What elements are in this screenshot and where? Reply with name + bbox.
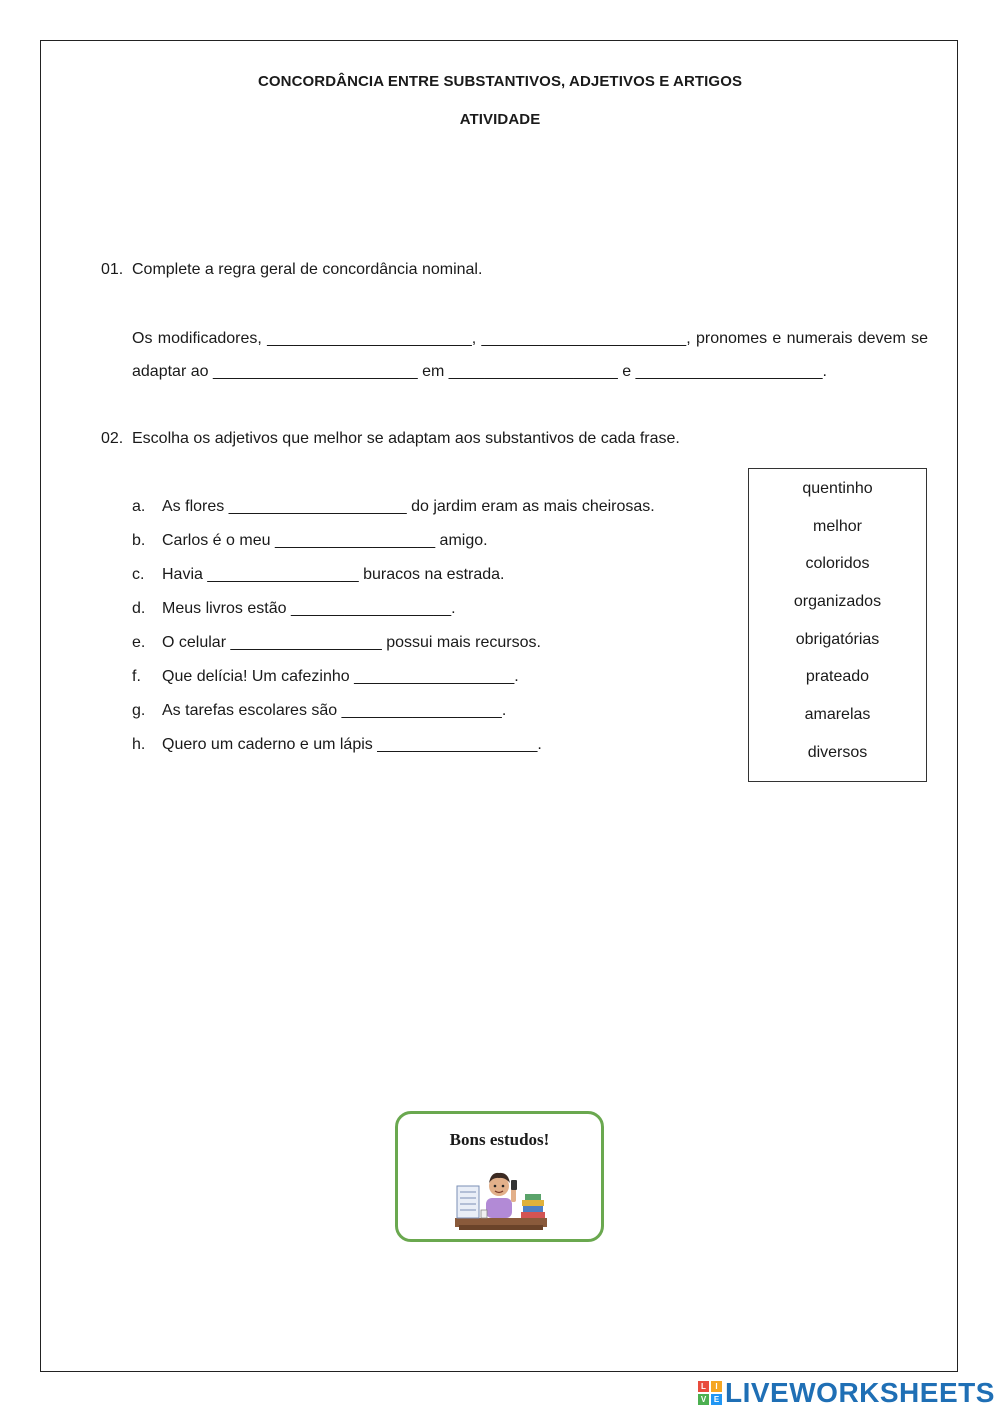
logo-letter: V <box>698 1394 709 1405</box>
word-bank-item[interactable]: organizados <box>793 593 882 611</box>
word-bank-item[interactable]: coloridos <box>805 555 870 573</box>
item-letter: a. <box>132 498 146 515</box>
item-letter: b. <box>132 532 146 549</box>
page-subtitle: ATIVIDADE <box>459 111 541 128</box>
logo-letter: L <box>698 1381 709 1392</box>
item-letter: c. <box>132 566 145 583</box>
logo-text: LIVEWORKSHEETS <box>725 1377 995 1408</box>
list-item[interactable] <box>132 529 655 563</box>
list-item[interactable] <box>132 495 655 529</box>
question-2-list <box>132 495 655 767</box>
student-studying-illustration <box>453 1162 549 1232</box>
word-bank-item[interactable]: melhor <box>813 517 862 535</box>
list-item[interactable] <box>132 733 655 767</box>
question-2-number: 02. <box>101 430 124 447</box>
item-letter: f. <box>132 668 141 685</box>
question-1-prompt: Complete a regra geral de concordância nominal. <box>132 261 483 278</box>
list-item[interactable] <box>132 563 655 597</box>
item-text: As tarefas escolares são __________________. <box>162 702 507 719</box>
good-studies-badge <box>395 1111 604 1242</box>
item-text: Quero um caderno e um lápis __________________. <box>162 736 542 753</box>
question-1-paragraph[interactable]: Os modificadores, _______________________, _______________________, pronomes e numerais devem se adaptar ao _______________________ em ___________________ e _____________________. <box>132 330 928 380</box>
question-2-prompt: Escolha os adjetivos que melhor se adaptam aos substantivos de cada frase. <box>132 430 680 447</box>
list-item[interactable] <box>132 665 655 699</box>
word-bank-item[interactable]: prateado <box>805 668 870 686</box>
question-2-heading <box>101 430 680 448</box>
word-bank-item[interactable]: quentinho <box>802 480 873 497</box>
liveworksheets-logo[interactable] <box>698 1376 995 1410</box>
page-title: CONCORDÂNCIA ENTRE SUBSTANTIVOS, ADJETIVOS E ARTIGOS <box>257 73 743 90</box>
badge-title: Bons estudos! <box>449 1130 550 1149</box>
item-letter: g. <box>132 702 146 719</box>
logo-icon <box>698 1381 722 1405</box>
list-item[interactable] <box>132 631 655 665</box>
item-text: Que delícia! Um cafezinho __________________. <box>162 668 519 685</box>
item-letter: e. <box>132 634 146 651</box>
item-text: As flores ____________________ do jardim eram as mais cheirosas. <box>162 498 655 515</box>
list-item[interactable] <box>132 597 655 631</box>
word-bank-item[interactable]: amarelas <box>804 706 871 724</box>
logo-letter: I <box>711 1381 722 1392</box>
item-text: O celular _________________ possui mais recursos. <box>162 634 541 651</box>
word-bank-item[interactable]: diversos <box>807 743 868 761</box>
item-letter: h. <box>132 736 146 753</box>
item-text: Havia _________________ buracos na estrada. <box>162 566 505 583</box>
question-1-number: 01. <box>101 261 124 278</box>
word-bank-item[interactable]: obrigatórias <box>795 630 880 648</box>
item-letter: d. <box>132 600 146 617</box>
item-text: Meus livros estão __________________. <box>162 600 456 617</box>
item-text: Carlos é o meu __________________ amigo. <box>162 532 488 549</box>
list-item[interactable] <box>132 699 655 733</box>
word-bank <box>748 468 927 782</box>
logo-letter: E <box>711 1394 722 1405</box>
question-1-heading <box>101 261 482 279</box>
